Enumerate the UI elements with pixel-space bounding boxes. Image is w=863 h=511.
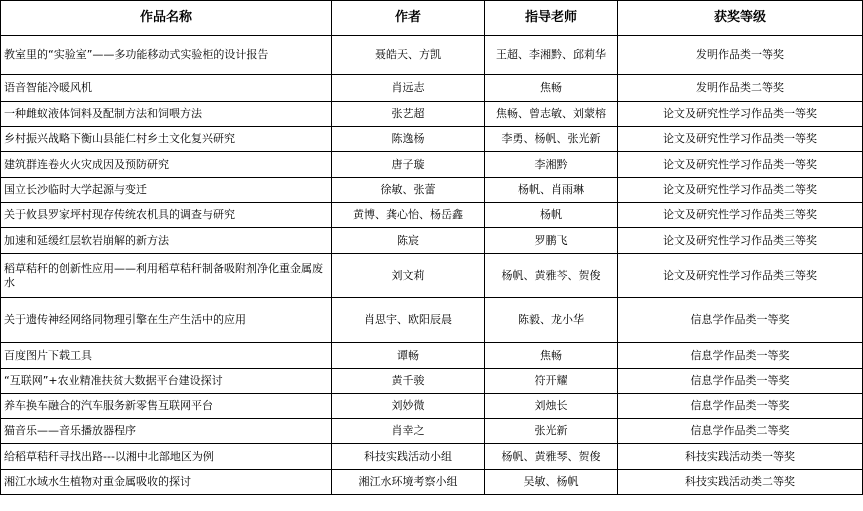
author-cell: 湘江水环境考察小组 — [332, 470, 485, 495]
award-cell: 信息学作品类二等奖 — [618, 419, 863, 444]
work-name-cell: 加速和延缓红层软岩崩解的新方法 — [1, 228, 332, 254]
author-cell: 张艺超 — [332, 102, 485, 127]
work-name-cell: 国立长沙临时大学起源与变迁 — [1, 178, 332, 203]
advisor-cell: 陈毅、龙小华 — [485, 298, 618, 343]
table-row — [1, 203, 863, 228]
header-author: 作者 — [332, 1, 485, 36]
author-cell: 唐子璇 — [332, 152, 485, 178]
table-row — [1, 152, 863, 178]
table-row — [1, 36, 863, 75]
header-work-name: 作品名称 — [1, 1, 332, 36]
author-cell: 陈宸 — [332, 228, 485, 254]
table-row — [1, 298, 863, 343]
advisor-cell: 王超、李湘黔、邱莉华 — [485, 36, 618, 75]
award-cell: 科技实践活动类一等奖 — [618, 444, 863, 470]
advisor-cell: 罗鹏飞 — [485, 228, 618, 254]
award-cell: 论文及研究性学习作品类一等奖 — [618, 127, 863, 152]
advisor-cell: 杨帆、肖雨琳 — [485, 178, 618, 203]
advisor-cell: 焦畅 — [485, 75, 618, 102]
advisor-cell: 刘烛长 — [485, 394, 618, 419]
advisor-cell: 符开耀 — [485, 369, 618, 394]
table-row — [1, 254, 863, 298]
award-cell: 信息学作品类一等奖 — [618, 298, 863, 343]
author-cell: 黄千骏 — [332, 369, 485, 394]
advisor-cell: 杨帆、黄雅琴、贺俊 — [485, 444, 618, 470]
award-cell: 论文及研究性学习作品类一等奖 — [618, 152, 863, 178]
work-name-cell: 一种雌蚁液体饲料及配制方法和饲喂方法 — [1, 102, 332, 127]
author-cell: 聂皓天、方凯 — [332, 36, 485, 75]
award-cell: 论文及研究性学习作品类三等奖 — [618, 254, 863, 298]
award-cell: 信息学作品类一等奖 — [618, 343, 863, 369]
author-cell: 肖思宇、欧阳辰晨 — [332, 298, 485, 343]
work-name-cell: 建筑群连卷火火灾成因及预防研究 — [1, 152, 332, 178]
award-cell: 科技实践活动类二等奖 — [618, 470, 863, 495]
award-cell: 信息学作品类一等奖 — [618, 369, 863, 394]
award-cell: 论文及研究性学习作品类三等奖 — [618, 203, 863, 228]
advisor-cell: 杨帆 — [485, 203, 618, 228]
work-name-cell: 关于攸县罗家坪村现存传统农机具的调查与研究 — [1, 203, 332, 228]
table-row — [1, 394, 863, 419]
work-name-cell: 给稻草秸秆寻找出路---以湘中北部地区为例 — [1, 444, 332, 470]
table-row — [1, 228, 863, 254]
advisor-cell: 焦畅 — [485, 343, 618, 369]
author-cell: 谭畅 — [332, 343, 485, 369]
award-cell: 论文及研究性学习作品类一等奖 — [618, 102, 863, 127]
advisor-cell: 李湘黔 — [485, 152, 618, 178]
author-cell: 刘文莉 — [332, 254, 485, 298]
work-name-cell: 猫音乐——音乐播放器程序 — [1, 419, 332, 444]
award-cell: 论文及研究性学习作品类二等奖 — [618, 178, 863, 203]
advisor-cell: 张光新 — [485, 419, 618, 444]
author-cell: 肖幸之 — [332, 419, 485, 444]
advisor-cell: 李勇、杨帆、张光新 — [485, 127, 618, 152]
advisor-cell: 吴敏、杨帆 — [485, 470, 618, 495]
table-row — [1, 470, 863, 495]
author-cell: 陈逸杨 — [332, 127, 485, 152]
work-name-cell: 乡村振兴战略下衡山县能仁村乡土文化复兴研究 — [1, 127, 332, 152]
header-row — [1, 1, 863, 36]
header-advisor: 指导老师 — [485, 1, 618, 36]
table-row — [1, 102, 863, 127]
work-name-cell: 教室里的“实验室”——多功能移动式实验柜的设计报告 — [1, 36, 332, 75]
author-cell: 黄博、龚心怡、杨岳鑫 — [332, 203, 485, 228]
table-row — [1, 444, 863, 470]
work-name-cell: 百度图片下载工具 — [1, 343, 332, 369]
table-row — [1, 75, 863, 102]
award-cell: 发明作品类二等奖 — [618, 75, 863, 102]
award-cell: 论文及研究性学习作品类三等奖 — [618, 228, 863, 254]
work-name-cell: “互联网”+农业精准扶贫大数据平台建设探讨 — [1, 369, 332, 394]
award-cell: 发明作品类一等奖 — [618, 36, 863, 75]
work-name-cell: 稻草秸秆的创新性应用——利用稻草秸秆制备吸附剂净化重金属废水 — [1, 254, 332, 298]
table-row — [1, 178, 863, 203]
advisor-cell: 杨帆、黄雅芩、贺俊 — [485, 254, 618, 298]
author-cell: 徐敏、张蕾 — [332, 178, 485, 203]
work-name-cell: 语音智能冷暖风机 — [1, 75, 332, 102]
table-row — [1, 343, 863, 369]
table-row — [1, 419, 863, 444]
award-cell: 信息学作品类一等奖 — [618, 394, 863, 419]
table-row — [1, 127, 863, 152]
author-cell: 科技实践活动小组 — [332, 444, 485, 470]
table-row — [1, 369, 863, 394]
advisor-cell: 焦畅、曾志敏、刘蒙榕 — [485, 102, 618, 127]
work-name-cell: 关于遗传神经网络同物理引擎在生产生活中的应用 — [1, 298, 332, 343]
author-cell: 肖远志 — [332, 75, 485, 102]
header-award-level: 获奖等级 — [618, 1, 863, 36]
work-name-cell: 湘江水域水生植物对重金属吸收的探讨 — [1, 470, 332, 495]
author-cell: 刘妙微 — [332, 394, 485, 419]
work-name-cell: 养车换车融合的汽车服务新零售互联网平台 — [1, 394, 332, 419]
